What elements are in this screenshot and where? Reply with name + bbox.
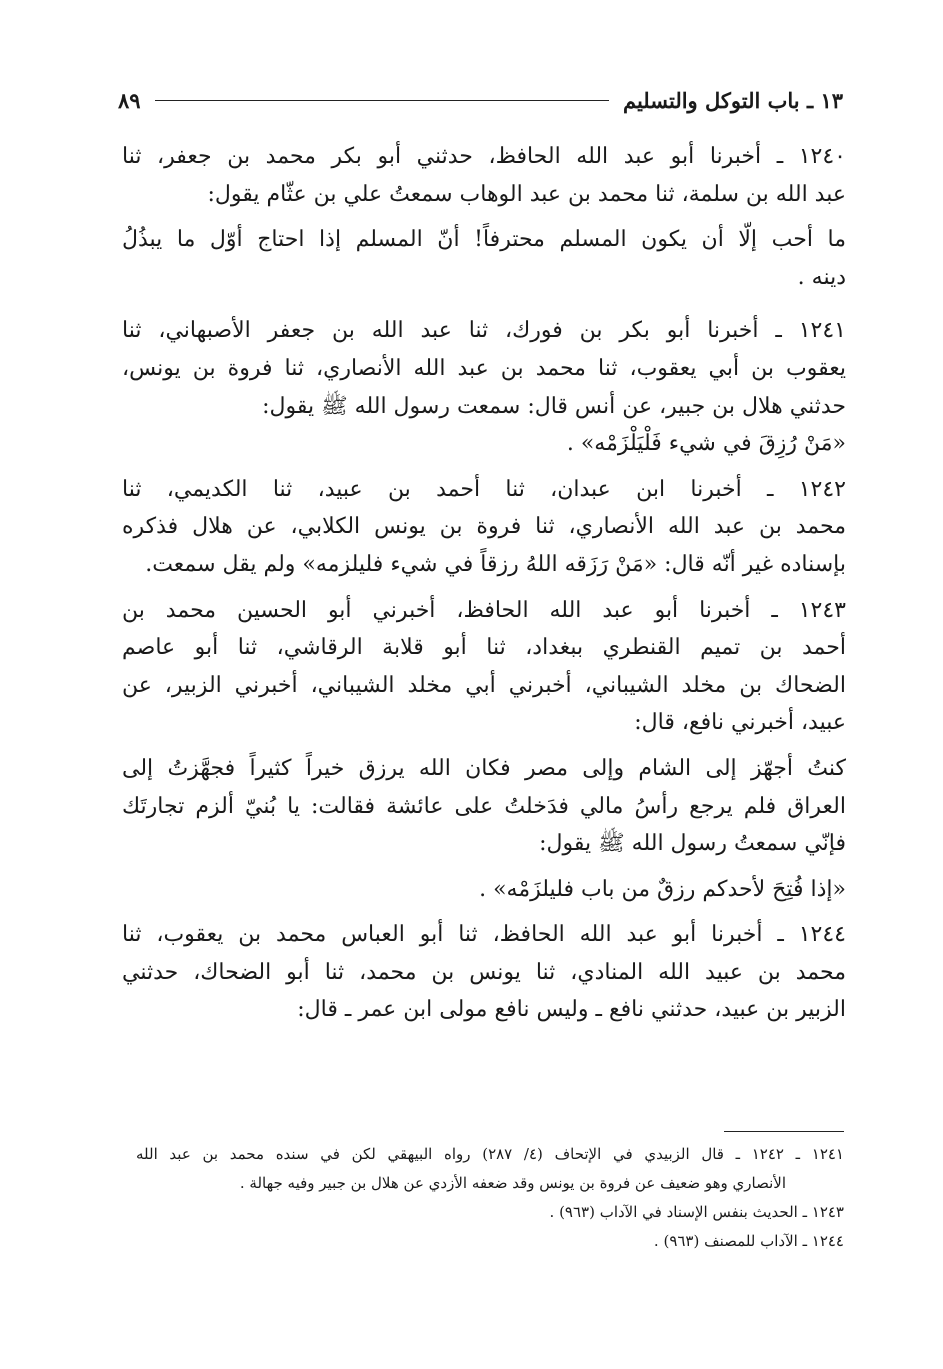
text-line: حدثني هلال بن جبير، عن أنس قال: سمعت رسول الله ﷺ يقول: [262,393,846,419]
text-line: الضحاك بن مخلد الشيباني، أخبرني أبي مخلد الشيباني، أخبرني الزبير، عن [122,672,846,698]
footnote-separator [724,1131,844,1132]
quote-1240 [122,221,846,296]
text-line: كنتُ أجهّز إلى الشام وإلى مصر فكان الله يرزق خيراً كثيراً فجهَّزتُ إلى [122,755,846,781]
hadith-1243 [122,592,846,742]
text-line: محمد بن عبد الله الأنصاري، ثنا فروة بن يونس الكلابي، عن هلال فذكره [122,514,846,540]
running-header [118,82,843,118]
text-line: عبد الله بن سلمة، ثنا محمد بن عبد الوهاب سمعتُ علي بن عثّام يقول: [207,181,846,207]
text-line: ١٢٤٣ ـ أخبرنا أبو عبد الله الحافظ، أخبرني أبو الحسين محمد بن [122,597,846,623]
text-line: العراق فلم يرجع رأسُ مالي فدَخلتُ على عائشة فقالت: يا بُنيّ ألزم تجارتَك [122,793,846,819]
quote-1243 [122,871,846,909]
header-rule [155,100,609,101]
main-text [122,138,846,1029]
text-line: ما أحب إلّا أن يكون المسلم محترفاً! أنّ المسلم إذا احتاج أوّل ما يبذُلُ [122,227,846,253]
text-line: «إذا فُتِحَ لأحدكم رزقٌ من باب فليلزَمْه» . [479,876,846,902]
text-line: يعقوب بن أبي يعقوب، ثنا محمد بن عبد الله الأنصاري، ثنا فروة بن يونس، [122,355,846,381]
hadith-1240 [122,138,846,213]
hadith-1244 [122,916,846,1029]
chapter-title: ١٣ ـ باب التوكل والتسليم [622,87,843,113]
hadith-1242 [122,471,846,584]
text-line: أحمد بن تميم القنطري ببغداد، ثنا أبو قلابة الرقاشي، ثنا أبو عاصم [122,635,846,661]
page-number: ٨٩ [118,87,141,113]
hadith-1241 [122,312,846,425]
quote-1241 [122,425,846,463]
text-line: ١٢٤٤ ـ أخبرنا أبو عبد الله الحافظ، ثنا أبو العباس محمد بن يعقوب، ثنا [122,922,846,948]
text-line: محمد بن عبيد الله المنادي، ثنا يونس بن محمد، ثنا أبو الضحاك، حدثني [122,959,846,985]
text-line: ١٢٤٢ ـ أخبرنا ابن عبدان، ثنا أحمد بن عبيد، ثنا الكديمي، ثنا [122,476,846,502]
text-line: ١٢٤١ ـ أخبرنا أبو بكر بن فورك، ثنا عبد الله بن جعفر الأصبهاني، ثنا [122,318,846,344]
narration-1243 [122,750,846,863]
text-line: عبيد، أخبرني نافع، قال: [634,710,846,736]
text-line: ١٢٤٠ ـ أخبرنا أبو عبد الله الحافظ، حدثني أبو بكر محمد بن جعفر، ثنا [122,144,846,169]
text-line: بإسناده غير أنّه قال: «مَنْ رَزَقه اللهُ رزقاً في شيء فليلزمه» ولم يقل سمعت. [145,551,846,577]
footnote-line: الأنصاري وهو ضعيف عن فروة بن يونس وقد ضعفه الأزدي عن هلال بن جبير وفيه جهالة . [239,1174,786,1192]
text-line: «مَنْ رُزِقَ في شيء فَلْيَلْزَمْه» . [566,431,846,457]
text-line: الزبير بن عبيد، حدثني نافع ـ وليس نافع مولى ابن عمر ـ قال: [297,997,846,1023]
footnote-line: ١٢٤١ ـ ١٢٤٢ ـ قال الزبيدي في الإتحاف (٤/ ٢٨٧) رواه البيهقي لكن في سنده محمد بن عبد الله [136,1145,844,1163]
footnote-line: ١٢٤٤ ـ الآداب للمصنف (٩٦٣) . [653,1232,844,1250]
footnote-line: ١٢٤٣ ـ الحديث بنفس الإسناد في الآداب (٩٦٣) . [549,1203,844,1221]
text-line: دينه . [797,264,846,290]
text-line: فإنّي سمعتُ رسول الله ﷺ يقول: [539,831,846,857]
footnotes [136,1140,844,1256]
